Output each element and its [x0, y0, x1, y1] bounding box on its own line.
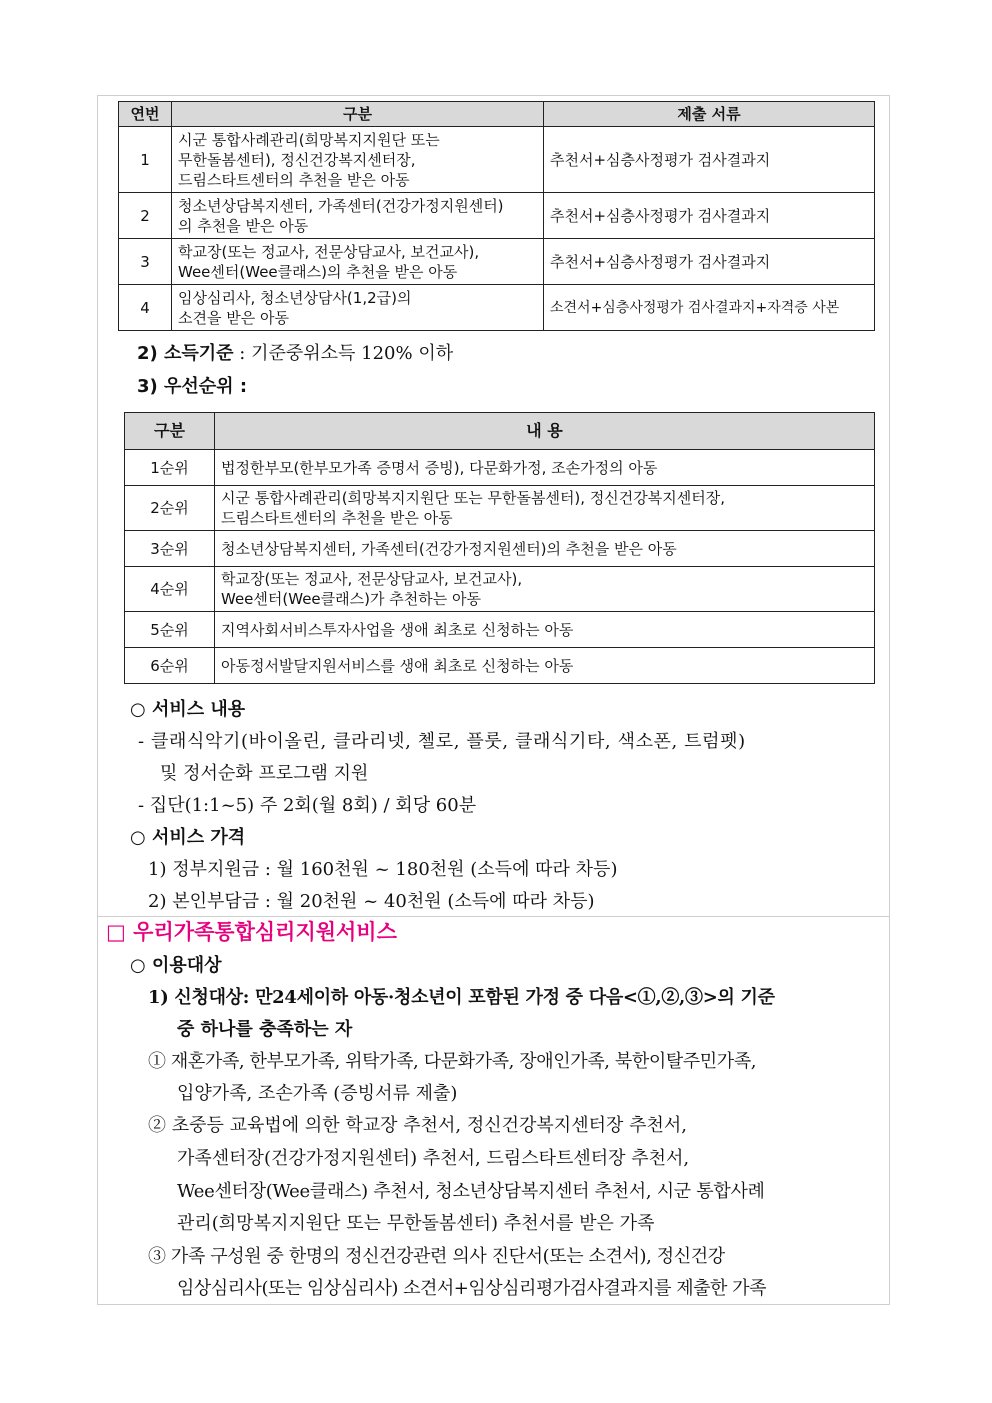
- service-price-heading: ○ 서비스 가격: [130, 827, 246, 848]
- table-row: [119, 239, 875, 285]
- service-price-self: 2) 본인부담금 : 월 20천원 ~ 40천원 (소득에 따라 차등): [148, 891, 595, 912]
- row-category: [172, 127, 544, 193]
- row-content-line: 아동정서발달지원서비스를 생애 최초로 신청하는 아동: [221, 656, 574, 675]
- service-content-item1-line2: 및 정서순화 프로그램 지원: [160, 763, 369, 784]
- row-content: [215, 531, 875, 567]
- row-docs: 추천서+심층사정평가 검사결과지: [544, 239, 875, 285]
- criterion-2-line3: Wee센터장(Wee클래스) 추천서, 청소년상담복지센터 추천서, 시군 통합사례: [177, 1181, 765, 1202]
- income-text: : 기준중위소득 120% 이하: [233, 343, 454, 364]
- table-row: [125, 450, 875, 486]
- row-category-line: 청소년상담복지센터, 가족센터(건강가정지원센터): [178, 196, 504, 215]
- table-row: [119, 193, 875, 239]
- eligibility-line2: 중 하나를 충족하는 자: [177, 1019, 353, 1040]
- table-header-row: [119, 102, 875, 127]
- section-divider: [97, 916, 890, 917]
- row-docs: 소견서+심층사정평가 검사결과지+자격증 사본: [544, 285, 875, 331]
- table-row: [125, 612, 875, 648]
- row-content-line: 시군 통합사례관리(희망복지지원단 또는 무한돌봄센터), 정신건강복지센터장,: [221, 489, 725, 507]
- criterion-2-line2: 가족센터장(건강가정지원센터) 추천서, 드림스타트센터장 추천서,: [177, 1148, 690, 1169]
- row-category-line: Wee센터(Wee클래스)의 추천을 받은 아동: [178, 262, 458, 281]
- service-content-item2: - 집단(1:1~5) 주 2회(월 8회) / 회당 60분: [138, 795, 477, 816]
- criterion-2-line4: 관리(희망복지지원단 또는 무한돌봄센터) 추천서를 받은 가족: [177, 1213, 655, 1234]
- table-row: [125, 486, 875, 531]
- criterion-3-line2: 임상심리사(또는 임상심리사) 소견서+임상심리평가검사결과지를 제출한 가족: [177, 1278, 766, 1299]
- row-no: 2: [119, 193, 172, 239]
- service-content-heading: ○ 서비스 내용: [130, 699, 246, 720]
- table-row: [125, 531, 875, 567]
- service-content-item1: [138, 729, 883, 755]
- row-category: [172, 239, 544, 285]
- row-category-line: 드림스타트센터의 추천을 받은 아동: [178, 170, 410, 189]
- criterion-3-line1: ③ 가족 구성원 중 한명의 정신건강관련 의사 진단서(또는 소견서), 정신건강: [148, 1246, 725, 1267]
- row-category-line: 무한돌봄센터), 정신건강복지센터장,: [178, 150, 416, 169]
- row-content: [215, 450, 875, 486]
- header-content: 내 용: [215, 413, 875, 450]
- row-content: [215, 648, 875, 684]
- row-category-line: 의 추천을 받은 아동: [178, 216, 309, 235]
- row-content: [215, 567, 875, 612]
- eligibility-line1: 1) 신청대상: 만24세이하 아동·청소년이 포함된 가정 중 다음<①,②,③>의 기준: [148, 987, 775, 1008]
- row-category: [172, 193, 544, 239]
- row-content-line: 드림스타트센터의 추천을 받은 아동: [221, 509, 453, 527]
- table-header-row: [125, 413, 875, 450]
- table-row: [125, 567, 875, 612]
- row-content-line: Wee센터(Wee클래스)가 추천하는 아동: [221, 590, 481, 608]
- row-rank: 3순위: [125, 531, 215, 567]
- row-docs: 추천서+심층사정평가 검사결과지: [544, 127, 875, 193]
- submission-documents-table: [118, 101, 875, 331]
- service-price-gov: 1) 정부지원금 : 월 160천원 ~ 180천원 (소득에 따라 차등): [148, 859, 618, 880]
- row-rank: 5순위: [125, 612, 215, 648]
- row-category-line: 학교장(또는 정교사, 전문상담교사, 보건교사),: [178, 242, 480, 261]
- target-heading: ○ 이용대상: [130, 955, 222, 976]
- row-category: [172, 285, 544, 331]
- row-no: 1: [119, 127, 172, 193]
- service-content-item1-line1: - 클래식악기(바이올린, 클라리넷, 첼로, 플룻, 클래식기타, 색소폰, 트럼펫): [138, 731, 746, 752]
- priority-table: [124, 412, 875, 684]
- row-category-line: 임상심리사, 청소년상담사(1,2급)의: [178, 288, 412, 307]
- header-category: 구분: [172, 102, 544, 127]
- income-criteria: [137, 341, 453, 367]
- criterion-2-line1: ② 초중등 교육법에 의한 학교장 추천서, 정신건강복지센터장 추천서,: [148, 1115, 687, 1136]
- row-content-line: 학교장(또는 정교사, 전문상담교사, 보건교사),: [221, 570, 523, 588]
- row-content: [215, 486, 875, 531]
- table-row: [119, 285, 875, 331]
- row-content: [215, 612, 875, 648]
- priority-heading: [137, 374, 247, 400]
- table-row: [125, 648, 875, 684]
- header-no: 연번: [119, 102, 172, 127]
- row-rank: 2순위: [125, 486, 215, 531]
- row-no: 4: [119, 285, 172, 331]
- row-docs: 추천서+심층사정평가 검사결과지: [544, 193, 875, 239]
- row-content-line: 지역사회서비스투자사업을 생애 최초로 신청하는 아동: [221, 620, 574, 639]
- row-content-line: 법정한부모(한부모가족 증명서 증빙), 다문화가정, 조손가정의 아동: [221, 458, 658, 477]
- row-category-line: 시군 통합사례관리(희망복지지원단 또는: [178, 130, 440, 149]
- criterion-1-line2: 입양가족, 조손가족 (증빙서류 제출): [177, 1083, 458, 1104]
- row-rank: 4순위: [125, 567, 215, 612]
- priority-label: 3) 우선순위: [137, 376, 234, 397]
- priority-colon: :: [233, 376, 248, 397]
- section2-title: □ 우리가족통합심리지원서비스: [106, 920, 397, 944]
- header-rank: 구분: [125, 413, 215, 450]
- table-row: [119, 127, 875, 193]
- row-rank: 1순위: [125, 450, 215, 486]
- criterion-1-line1: ① 재혼가족, 한부모가족, 위탁가족, 다문화가족, 장애인가족, 북한이탈주민가족,: [148, 1051, 757, 1072]
- income-label: 2) 소득기준: [137, 343, 234, 364]
- header-docs: 제출 서류: [544, 102, 875, 127]
- row-content-line: 청소년상담복지센터, 가족센터(건강가정지원센터)의 추천을 받은 아동: [221, 539, 677, 558]
- row-no: 3: [119, 239, 172, 285]
- row-rank: 6순위: [125, 648, 215, 684]
- row-category-line: 소견을 받은 아동: [178, 308, 289, 327]
